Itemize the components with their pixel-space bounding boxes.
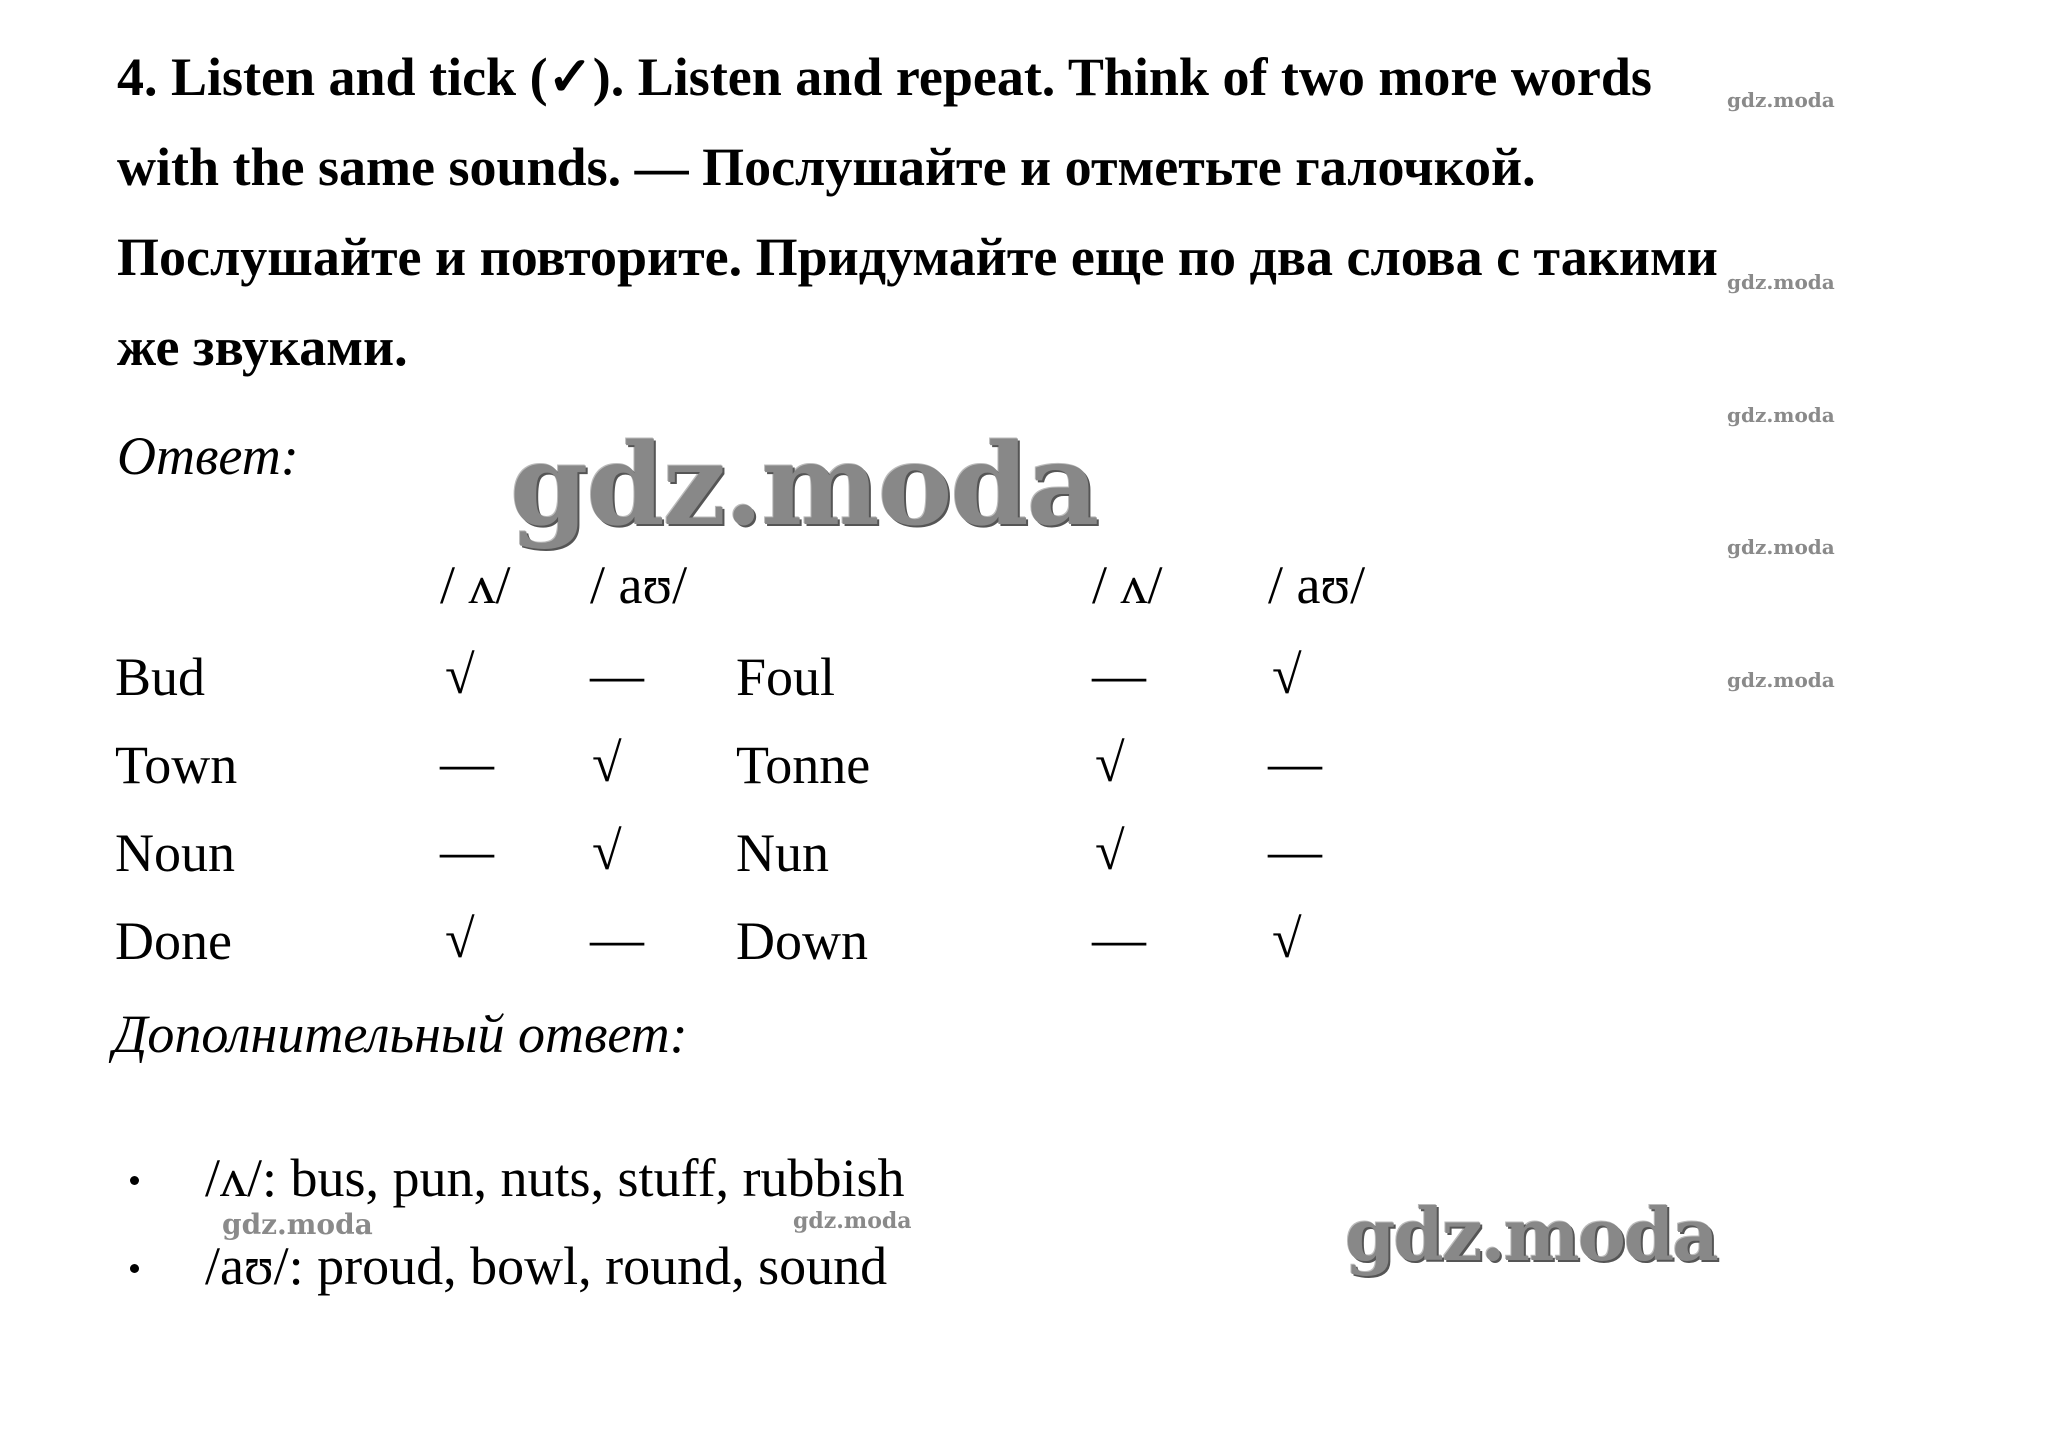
extra-answer-label: Дополнительный ответ: (113, 1004, 688, 1064)
watermark-small: gdz.moda (222, 1208, 373, 1241)
bullet-icon (130, 1264, 139, 1273)
list-item-text: /ʌ/: bus, pun, nuts, stuff, rubbish (205, 1148, 905, 1208)
header-left-au: / aʊ/ (590, 555, 688, 615)
watermark-logo: gdz.moda (1345, 1192, 1717, 1277)
task-line: же звуками. (117, 317, 408, 377)
task-line: 4. Listen and tick (✓). Listen and repeat. Think of two more words (117, 47, 1652, 107)
list-item (130, 1236, 905, 1324)
table-mark: √ (592, 821, 622, 881)
task-line: Послушайте и повторите. Придумайте еще по два слова с такими (117, 227, 1718, 287)
table-word: Bud (115, 647, 206, 707)
table-mark: — (1268, 821, 1322, 881)
list-item-text: /aʊ/: proud, bowl, round, sound (205, 1236, 888, 1296)
watermark-small: gdz.moda (793, 1208, 912, 1234)
table-mark: — (590, 909, 644, 969)
watermark-small: gdz.moda (1727, 535, 1835, 559)
table-mark: √ (1095, 733, 1125, 793)
watermark-logo: gdz.moda (510, 420, 1098, 551)
table-mark: √ (445, 909, 475, 969)
table-mark: √ (592, 733, 622, 793)
watermark-small: gdz.moda (1727, 88, 1835, 112)
header-left-uh: / ʌ/ (440, 555, 511, 615)
table-word: Noun (115, 823, 235, 883)
table-mark: — (590, 645, 644, 705)
watermark-small: gdz.moda (1727, 668, 1835, 692)
table-word: Nun (736, 823, 829, 883)
table-mark: √ (1272, 645, 1302, 705)
header-right-au: / aʊ/ (1268, 555, 1366, 615)
watermark-small: gdz.moda (1727, 270, 1835, 294)
table-mark: — (1268, 733, 1322, 793)
table-word: Town (115, 735, 238, 795)
answer-label: Ответ: (117, 426, 299, 486)
table-word: Tonne (736, 735, 871, 795)
table-word: Foul (736, 647, 836, 707)
table-mark: √ (445, 645, 475, 705)
task-instructions (117, 32, 1897, 392)
bullet-icon (130, 1176, 139, 1185)
table-word: Down (736, 911, 868, 971)
table-mark: — (440, 733, 494, 793)
table-mark: — (1092, 909, 1146, 969)
header-right-uh: / ʌ/ (1092, 555, 1163, 615)
task-line: with the same sounds. — Послушайте и отметьте галочкой. (117, 137, 1536, 197)
table-mark: — (1092, 645, 1146, 705)
watermark-small: gdz.moda (1727, 403, 1835, 427)
table-mark: — (440, 821, 494, 881)
table-mark: √ (1095, 821, 1125, 881)
table-word: Done (115, 911, 232, 971)
table-mark: √ (1272, 909, 1302, 969)
